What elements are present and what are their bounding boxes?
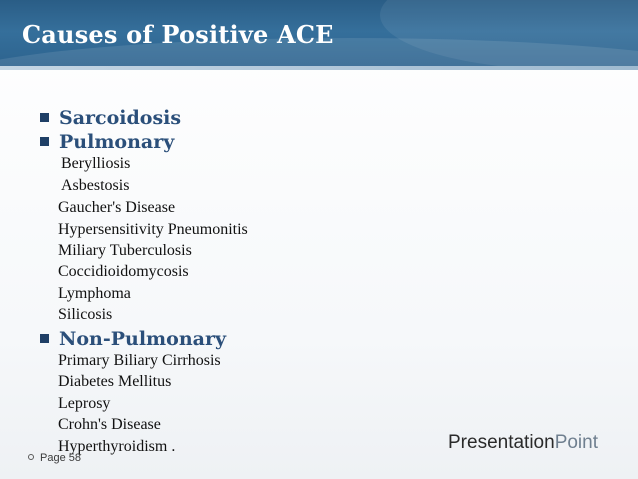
bullet-heading-sarcoidosis [40,107,181,129]
list-item: Gaucher's Disease [58,199,176,216]
list-item: Primary Biliary Cirrhosis [58,352,221,369]
list-item: Lymphoma [58,285,131,302]
list-item: Hyperthyroidism . [58,438,176,455]
list-item: Coccidioidomycosis [58,263,189,280]
square-bullet-icon [40,334,49,343]
list-item: Diabetes Mellitus [58,373,172,390]
brand-logo [448,432,598,454]
list-item: Leprosy [58,395,111,412]
circle-bullet-icon [28,454,34,460]
page-number [28,452,81,464]
list-item: Silicosis [58,306,113,323]
heading-label: Non-Pulmonary [59,328,227,350]
heading-label: Pulmonary [59,131,175,153]
brand-text-presentation: Presentation [448,432,555,453]
page-number-label: Page 58 [40,452,81,464]
bullet-heading-pulmonary [40,131,174,153]
list-item: Miliary Tuberculosis [58,242,192,259]
list-item: Berylliosis [61,155,131,172]
list-item: Hypersensitivity Pneumonitis [58,221,248,238]
list-item: Crohn's Disease [58,416,161,433]
slide-title: Causes of Positive ACE [22,20,334,49]
square-bullet-icon [40,113,49,122]
brand-text-point: Point [554,432,598,453]
square-bullet-icon [40,137,49,146]
list-item: Asbestosis [61,177,130,194]
heading-label: Sarcoidosis [59,107,182,129]
bullet-heading-non-pulmonary [40,328,226,350]
